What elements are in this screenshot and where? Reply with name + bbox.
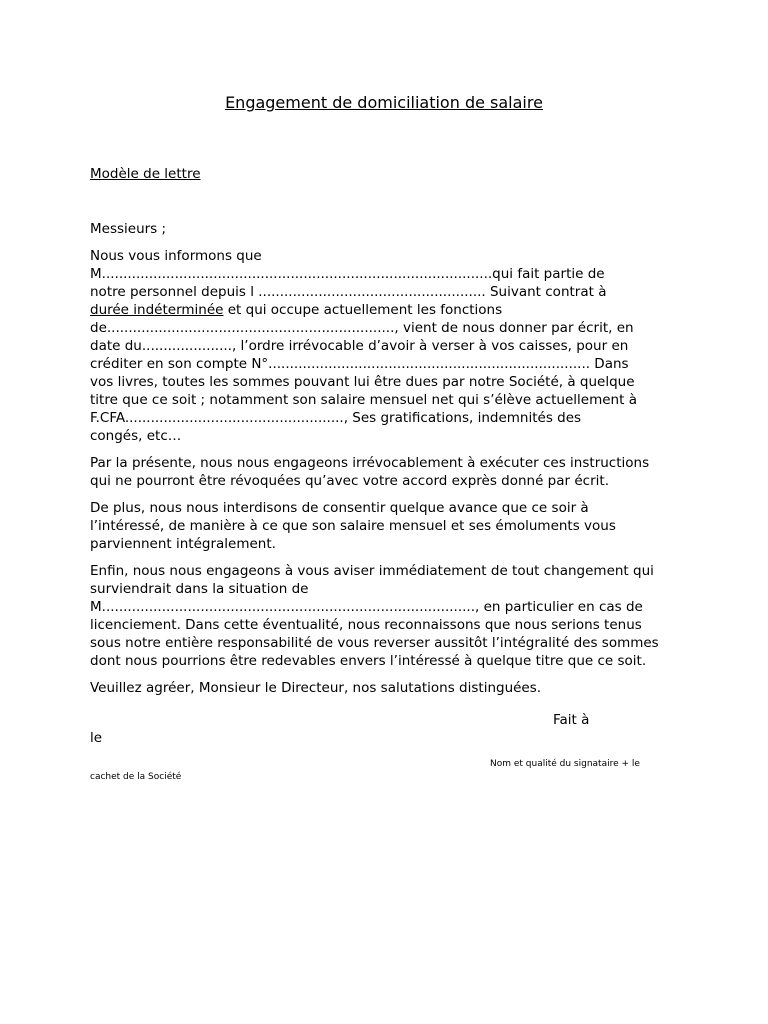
paragraph-line: Enfin, nous nous engageons à vous aviser immédiatement de tout changement qui <box>90 563 654 579</box>
document-subtitle: Modèle de lettre <box>90 166 201 182</box>
closing-formula <box>90 679 690 697</box>
paragraph-engagement <box>90 454 690 490</box>
document-title: Engagement de domiciliation de salaire <box>225 93 543 112</box>
paragraph-line: créditer en son compte N°........................................................................... Dans <box>90 356 629 372</box>
paragraph-line: date du....................., l’ordre irrévocable d’avoir à verser à vos caisses, pour en <box>90 338 629 354</box>
paragraph-line: Nous vous informons que <box>90 248 262 264</box>
paragraph-changement <box>90 562 690 670</box>
paragraph-line: l’intéressé, de manière à ce que son salaire mensuel et ses émoluments vous <box>90 518 616 534</box>
paragraph-line: surviendrait dans la situation de <box>90 581 309 597</box>
date-label: le <box>90 730 103 746</box>
paragraph-line: M...........................................................................................qui fait partie de <box>90 266 605 282</box>
paragraph-line: qui ne pourront être révoquées qu’avec votre accord exprès donné par écrit. <box>90 473 609 489</box>
paragraph-line: licenciement. Dans cette éventualité, nous reconnaissons que nous serions tenus <box>90 617 642 633</box>
paragraph-line: de..................................................................., vient de nous donner par écrit, en <box>90 320 634 336</box>
salutation-text: Messieurs ; <box>90 221 167 237</box>
paragraph-line: sous notre entière responsabilité de vous reverser aussitôt l’intégralité des sommes <box>90 635 659 651</box>
paragraph-line: vos livres, toutes les sommes pouvant lui être dues par notre Société, à quelque <box>90 374 635 390</box>
paragraph-line: titre que ce soit ; notamment son salaire mensuel net qui s’élève actuellement à <box>90 392 637 408</box>
paragraph-line-rest: et qui occupe actuellement les fonctions <box>223 302 503 318</box>
salutation <box>90 220 690 238</box>
underlined-contract-type: durée indéterminée <box>90 302 224 318</box>
signature-label-line2: cachet de la Société <box>90 772 182 782</box>
signature-label-line1: Nom et qualité du signataire + le <box>490 759 640 769</box>
letter-body <box>90 220 690 706</box>
fait-a-label: Fait à <box>553 712 590 728</box>
paragraph-line: M......................................................................................., en particulier en cas de <box>90 599 643 615</box>
paragraph-line: congés, etc… <box>90 428 182 444</box>
paragraph-line <box>90 301 690 319</box>
paragraph-interdiction <box>90 499 690 553</box>
paragraph-line: De plus, nous nous interdisons de consentir quelque avance que ce soir à <box>90 500 589 516</box>
paragraph-line: notre personnel depuis l ..................................................... Suivant contrat à <box>90 284 607 300</box>
paragraph-line: Par la présente, nous nous engageons irrévocablement à exécuter ces instructions <box>90 455 650 471</box>
closing-text: Veuillez agréer, Monsieur le Directeur, nos salutations distinguées. <box>90 680 542 696</box>
paragraph-line: parviennent intégralement. <box>90 536 276 552</box>
paragraph-line: F.CFA..................................................., Ses gratifications, indemnités des <box>90 410 582 426</box>
paragraph-line: dont nous pourrions être redevables envers l’intéressé à quelque titre que ce soit. <box>90 653 647 669</box>
paragraph-information <box>90 247 690 445</box>
